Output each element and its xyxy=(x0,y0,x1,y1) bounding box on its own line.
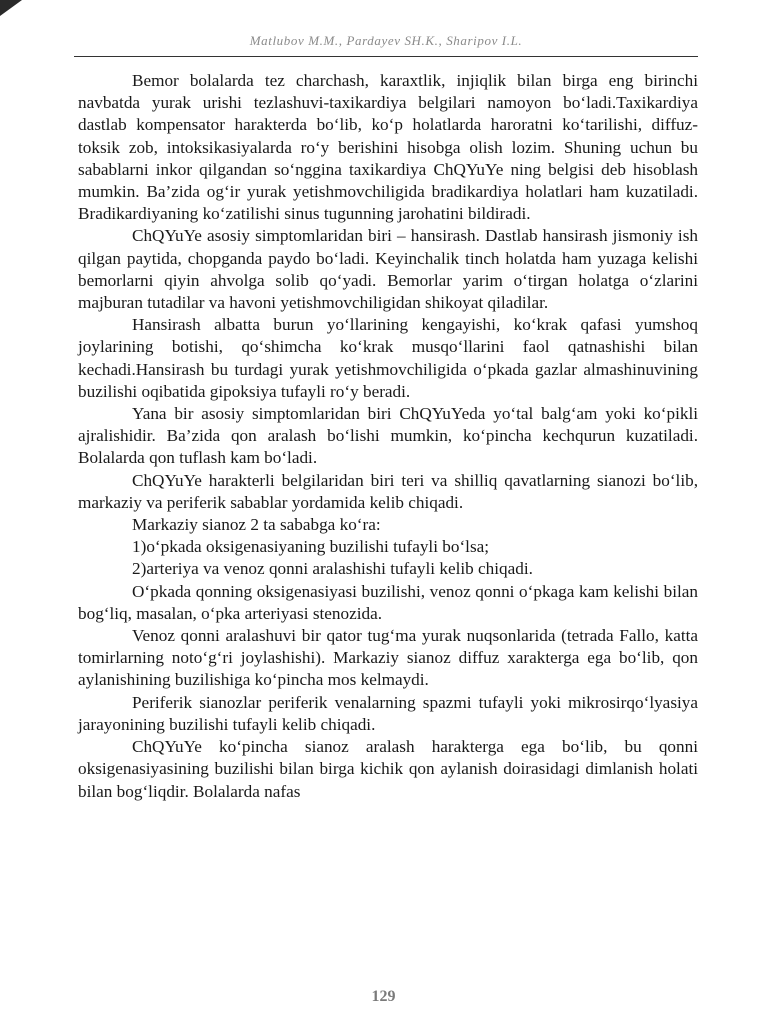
paragraph: Hansirash albatta burun yo‘llarining kengayishi, ko‘krak qafasi yumshoq joylarining botishi, qo‘shimcha ko‘krak musqo‘llarini faol qatnashishi bilan kechadi.Hansirash bu turdagi yurak yetishmovchiligida o‘pkada gazlar almashinuvining buzilishi oqibatida gipoksiya tufayli ro‘y beradi. xyxy=(78,315,698,401)
list-item: 1)o‘pkada oksigenasiyaning buzilishi tufayli bo‘lsa; xyxy=(132,537,490,557)
paragraph: ChQYuYe asosiy simptomlaridan biri – hansirash. Dastlab hansirash jismoniy ish qilgan paytida, chopganda paydo bo‘ladi. Keyinchalik tinch holatda ham yuzaga kelishi bemorlarni qiyin ahvolga solib qo‘yadi. Bemorlar yarim o‘tirgan holatga o‘zlarini majburan tutadilar va havoni yetishmovchiligidan shikoyat qiladilar. xyxy=(78,226,698,313)
corner-mark xyxy=(0,0,22,16)
paragraph: Markaziy sianoz 2 ta sababga ko‘ra: xyxy=(132,515,381,535)
running-head: Matlubov M.M., Pardayev SH.K., Sharipov I.L. xyxy=(249,33,523,48)
paragraph: ChQYuYe harakterli belgilaridan biri teri va shilliq qavatlarning sianozi bo‘lib, markaziy va periferik sabablar yordamida kelib chiqadi. xyxy=(78,470,698,512)
paragraph: Yana bir asosiy simptomlaridan biri ChQYuYeda yo‘tal balg‘am yoki ko‘pikli ajralishidir. Ba’zida qon aralash bo‘lishi mumkin, ko‘pincha kechqurun kuzatiladi. Bolalarda qon tuflash kam bo‘ladi. xyxy=(78,404,698,468)
header-rule xyxy=(74,56,698,57)
paragraph: O‘pkada qonning oksigenasiyasi buzilishi, venoz qonni o‘pkaga kam kelishi bilan bog‘liq, masalan, o‘pka arteriyasi stenozida. xyxy=(78,581,698,623)
paragraph: Venoz qonni aralashuvi bir qator tug‘ma yurak nuqsonlarida (tetrada Fallo, katta tomirlarning noto‘g‘ri joylashishi). Markaziy sianoz diffuz xarakterga ega bo‘lib, qon aylanishining buzilishiga ko‘pincha mos kelmaydi. xyxy=(78,626,698,690)
body-text xyxy=(78,70,698,803)
paragraph: Periferik sianozlar periferik venalarning spazmi tufayli yoki mikrosirqo‘lyasiya jarayonining buzilishi tufayli kelib chiqadi. xyxy=(78,692,698,734)
paragraph: ChQYuYe ko‘pincha sianoz aralash harakterga ega bo‘lib, bu qonni oksigenasiyasining buzilishi bilan birga kichik qon aylanish doirasidagi dimlanish holati bilan bog‘liqdir. Bolalarda nafas xyxy=(78,737,698,801)
paragraph: Bemor bolalarda tez charchash, karaxtlik, injiqlik bilan birga eng birinchi navbatda yurak urishi tezlashuvi-taxikardiya belgilari namoyon bo‘ladi.Taxikardiya dastlab kompensator harakterda bo‘lib, ko‘p holatlarda haroratni ko‘tarilishi, diffuz-toksik zob, intoksikasiyalarda ro‘y berishini hisobga olish lozim. Shuning uchun bu sabablarni inkor qilgandan so‘nggina taxikardiya ChQYuYe ning belgisi deb hisoblash mumkin. Ba’zida og‘ir yurak yetishmovchiligida bradikardiya holatlari ham kuzatiladi. Bradikardiyaning ko‘zatilishi sinus tugunning jarohatini bildiradi. xyxy=(78,71,698,224)
list-item: 2)arteriya va venoz qonni aralashishi tufayli kelib chiqadi. xyxy=(132,559,533,579)
page-number: 129 xyxy=(371,988,396,1005)
